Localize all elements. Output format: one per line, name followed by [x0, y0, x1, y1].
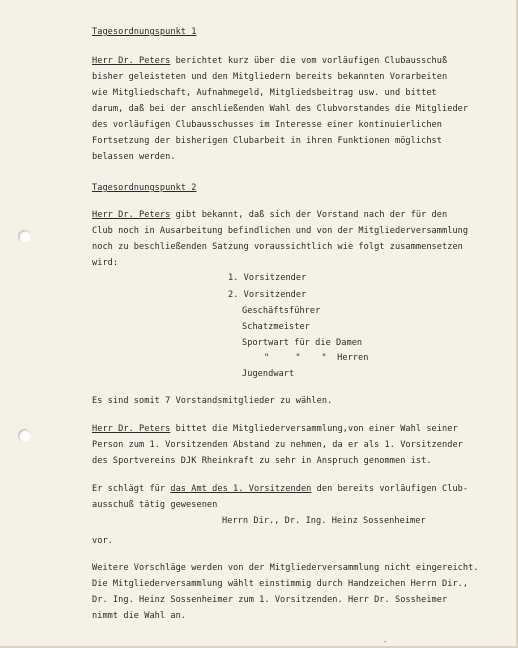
paragraph-line: wird: [92, 258, 119, 268]
paragraph-line: des vorläufigen Clubausschusses im Interesse einer kontinuierlichen [92, 120, 442, 130]
candidate-name: Herrn Dir., Dr. Ing. Heinz Sossenheimer [222, 516, 426, 526]
paragraph-line: belassen werden. [92, 152, 176, 162]
paragraph-line: Die Mitgliederversammlung wählt einstimmig durch Handzeichen Herrn Dir., [92, 579, 469, 589]
paragraph-line: vor. [92, 536, 113, 546]
paragraph-line: Es sind somit 7 Vorstandsmitglieder zu wählen. [92, 396, 333, 406]
board-role: 1. Vorsitzender [228, 273, 307, 283]
paragraph-line: Club noch in Ausarbeitung befindlichen und von der Mitgliederversammlung [92, 226, 469, 236]
paragraph-line: Weitere Vorschläge werden von der Mitgliederversammlung nicht eingereicht. [92, 563, 479, 573]
paragraph-line: Herr Dr. Peters bittet die Mitgliederversammlung,von einer Wahl seiner [92, 424, 458, 434]
paragraph-line: Fortsetzung der bisherigen Clubarbeit in ihren Funktionen möglichst [92, 136, 442, 146]
speaker-name: Herr Dr. Peters [92, 424, 171, 434]
underlined-phrase: das Amt des 1. Vorsitzenden [170, 484, 312, 494]
page-footer-mark: - [383, 638, 388, 646]
paragraph-line: bisher geleisteten und den Mitgliedern bereits bekannten Vorarbeiten [92, 72, 448, 82]
board-role: " " " Herren [264, 353, 369, 363]
punch-hole [18, 230, 31, 243]
paragraph-line: Er schlägt für das Amt des 1. Vorsitzenden den bereits vorläufigen Club- [92, 484, 469, 494]
board-role: Sportwart für die Damen [242, 338, 363, 348]
paragraph-line: Dr. Ing. Heinz Sossenheimer zum 1. Vorsitzenden. Herr Dr. Sossheimer [92, 595, 448, 605]
board-role: Geschäftsführer [242, 306, 321, 316]
paragraph-line: des Sportvereins DJK Rheinkraft zu sehr in Anspruch genommen ist. [92, 456, 432, 466]
punch-hole [18, 429, 31, 442]
speaker-name: Herr Dr. Peters [92, 210, 171, 220]
paragraph-line: noch zu beschließenden Satzung voraussichtlich wie folgt zusammensetzen [92, 242, 463, 252]
board-role: 2. Vorsitzender [228, 290, 307, 300]
board-role: Schatzmeister [242, 322, 310, 332]
paragraph-line: Person zum 1. Vorsitzenden Abstand zu nehmen, da er als 1. Vorsitzender [92, 440, 463, 450]
paragraph-line: wie Mitgliedschaft, Aufnahmegeld, Mitgliedsbeitrag usw. und bittet [92, 88, 437, 98]
paragraph-line: nimmt die Wahl an. [92, 611, 187, 621]
heading-agenda-item-1: Tagesordnungspunkt 1 [92, 27, 197, 37]
paragraph-line: Herr Dr. Peters berichtet kurz über die vom vorläufigen Clubausschuß [92, 56, 448, 66]
heading-agenda-item-2: Tagesordnungspunkt 2 [92, 183, 197, 193]
paragraph-line: ausschuß tätig gewesenen [92, 500, 218, 510]
paragraph-line: darum, daß bei der anschließenden Wahl des Clubvorstandes die Mitglieder [92, 104, 469, 114]
board-role: Jugendwart [242, 369, 295, 379]
speaker-name: Herr Dr. Peters [92, 56, 171, 66]
paragraph-line: Herr Dr. Peters gibt bekannt, daß sich der Vorstand nach der für den [92, 210, 448, 220]
